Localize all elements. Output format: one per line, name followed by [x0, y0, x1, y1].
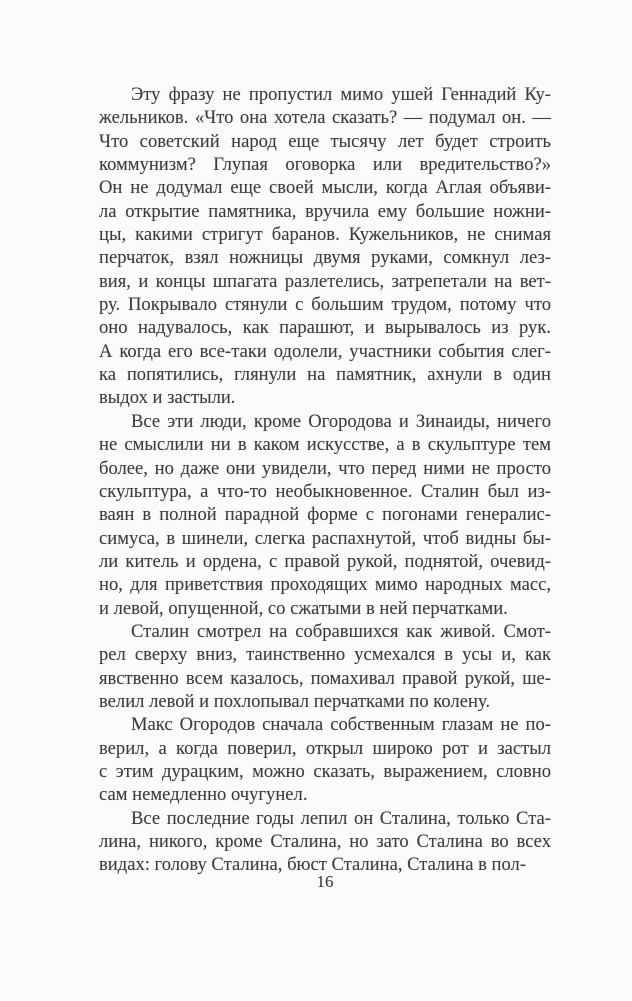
- text-line: верил, а когда поверил, открыл широко рот и застыл: [99, 737, 551, 759]
- text-line: видах: голову Сталина, бюст Сталина, Сталина в пол-: [99, 854, 527, 876]
- text-line: Все эти люди, кроме Огородова и Зинаиды, ничего: [131, 410, 551, 432]
- text-line: жельников. «Что она хотела сказать? — подумал он. —: [99, 107, 551, 129]
- text-line: ру. Покрывало стянули с большим трудом, потому что: [99, 294, 551, 316]
- text-line: Он не додумал еще своей мысли, когда Аглая объяви-: [99, 177, 551, 199]
- page-number: 16: [316, 872, 334, 891]
- text-line: не смыслили ни в каком искусстве, а в скульптуре тем: [99, 434, 551, 456]
- text-line: ли китель и ордена, с правой рукой, поднятой, очевид-: [99, 550, 551, 572]
- text-line: А когда его все-таки одолели, участники события слег-: [99, 340, 551, 362]
- text-line: сам немедленно очугунел.: [99, 784, 308, 806]
- text-line: коммунизм? Глупая оговорка или вредительство?»: [99, 154, 551, 176]
- text-line: Сталин смотрел на собравшихся как живой. Смот-: [131, 620, 551, 642]
- text-line: лина, никого, кроме Сталина, но зато Сталина во всех: [99, 831, 551, 852]
- text-line: вия, и концы шпагата разлетелись, затрепетали на вет-: [99, 270, 551, 292]
- text-line: выдох и застыли.: [99, 387, 236, 409]
- text-line: симуса, в шинели, слегка распахнутой, чтоб видны бы-: [99, 527, 551, 549]
- text-line: ла открытие памятника, вручила ему большие ножни-: [99, 200, 551, 222]
- text-line: Что советский народ еще тысячу лет будет строить: [99, 130, 551, 152]
- text-line: Макс Огородов сначала собственным глазам не по-: [131, 714, 551, 736]
- text-line: с этим дурацким, можно сказать, выражением, словно: [99, 760, 551, 782]
- text-line: ваян в полной парадной форме с погонами генералис-: [99, 504, 551, 526]
- text-line: цы, какими стригут баранов. Кужельников, не снимая: [99, 224, 551, 246]
- text-line: более, но даже они увидели, что перед ними не просто: [99, 457, 551, 479]
- text-line: Все последние годы лепил он Сталина, только Ста-: [131, 807, 551, 829]
- text-line: ка попятились, глянули на памятник, ахнули в один: [99, 364, 551, 386]
- text-line: и левой, опущенной, со сжатыми в ней перчатками.: [99, 597, 508, 619]
- text-line: явственно всем казалось, помахивал правой рукой, ше-: [99, 667, 551, 689]
- page-text: [99, 83, 551, 877]
- text-line: велил левой и похлопывал перчатками по колену.: [99, 690, 490, 712]
- text-line: рел сверху вниз, таинственно усмехался в усы и, как: [99, 644, 551, 666]
- text-line: перчаток, взял ножницы двумя руками, сомкнул лез-: [99, 247, 551, 269]
- text-line: Эту фразу не пропустил мимо ушей Геннадий Ку-: [131, 84, 551, 105]
- text-line: оно надувалось, как парашют, и вырывалось из рук.: [99, 317, 551, 339]
- text-line: скульптура, а что-то необыкновенное. Сталин был из-: [99, 480, 551, 502]
- text-line: но, для приветствия проходящих мимо народных масс,: [99, 574, 551, 596]
